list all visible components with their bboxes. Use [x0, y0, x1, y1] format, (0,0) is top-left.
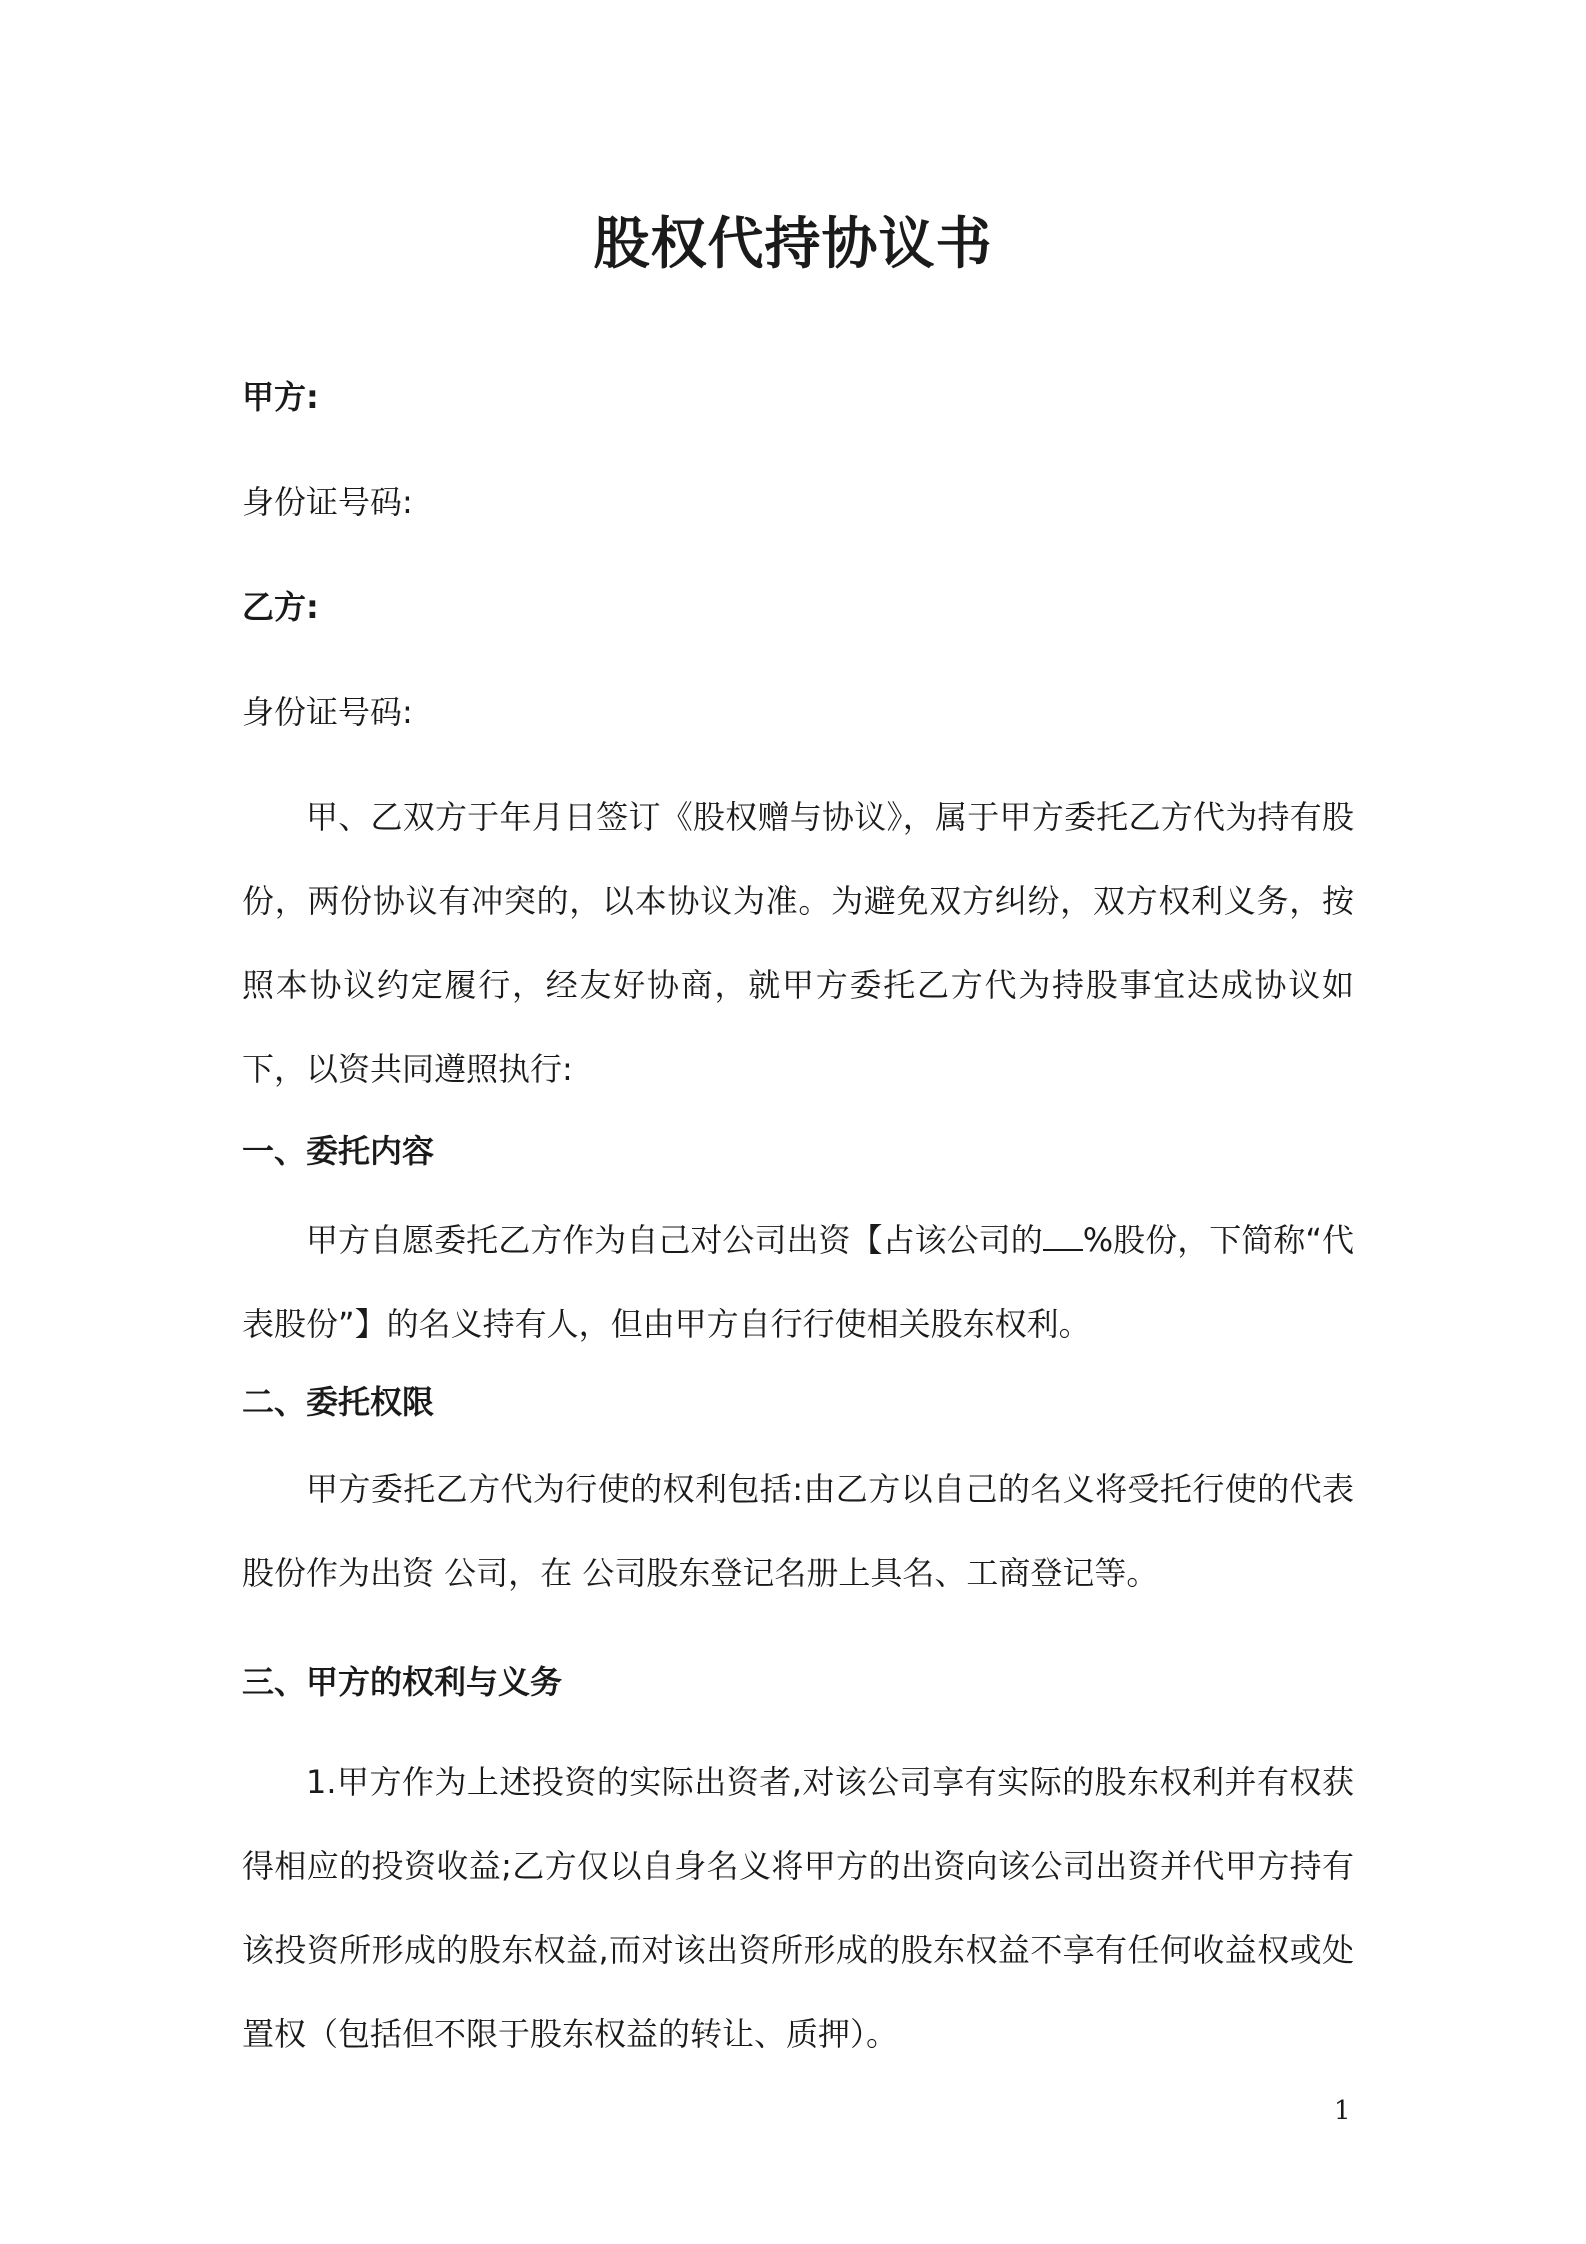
section-2-heading: 二、委托权限	[242, 1383, 435, 1421]
party-b-id-label: 身份证号码:	[242, 693, 413, 731]
section-1-text-part1: 甲方自愿委托乙方作为自己对公司出资【占该公司的	[306, 1221, 1043, 1259]
page-number: 1	[1334, 2096, 1351, 2126]
section-1-paragraph	[242, 1198, 1354, 1366]
section-1-heading: 一、委托内容	[242, 1132, 435, 1170]
section-3-heading: 三、甲方的权利与义务	[242, 1663, 563, 1701]
party-b-label: 乙方:	[242, 588, 319, 626]
section-1-text-part2: %股份，下简称“代表股份”】的名义持有人，但由甲方自行行使相关股东权利。	[242, 1221, 1354, 1343]
section-3-item-1: 1.甲方作为上述投资的实际出资者,对该公司享有实际的股东权利并有权获得相应的投资收益;乙方仅以自身名义将甲方的出资向该公司出资并代甲方持有该投资所形成的股东权益,而对该出资所形成的股东权益不享有任何收益权或处置权（包括但不限于股东权益的转让、质押）。	[242, 1763, 1354, 2053]
document-title: 股权代持协议书	[593, 212, 993, 277]
intro-paragraph: 甲、乙双方于年月日签订《股权赠与协议》，属于甲方委托乙方代为持有股份，两份协议有冲突的，以本协议为准。为避免双方纠纷，双方权利义务，按照本协议约定履行，经友好协商，就甲方委托乙方代为持股事宜达成协议如下，以资共同遵照执行:	[242, 798, 1354, 1088]
party-a-id-label: 身份证号码:	[242, 483, 413, 521]
percentage-blank	[1043, 1219, 1083, 1251]
section-2-paragraph: 甲方委托乙方代为行使的权利包括:由乙方以自己的名义将受托行使的代表股份作为出资 公司，在 公司股东登记名册上具名、工商登记等。	[242, 1470, 1354, 1592]
party-a-label: 甲方:	[242, 378, 319, 416]
